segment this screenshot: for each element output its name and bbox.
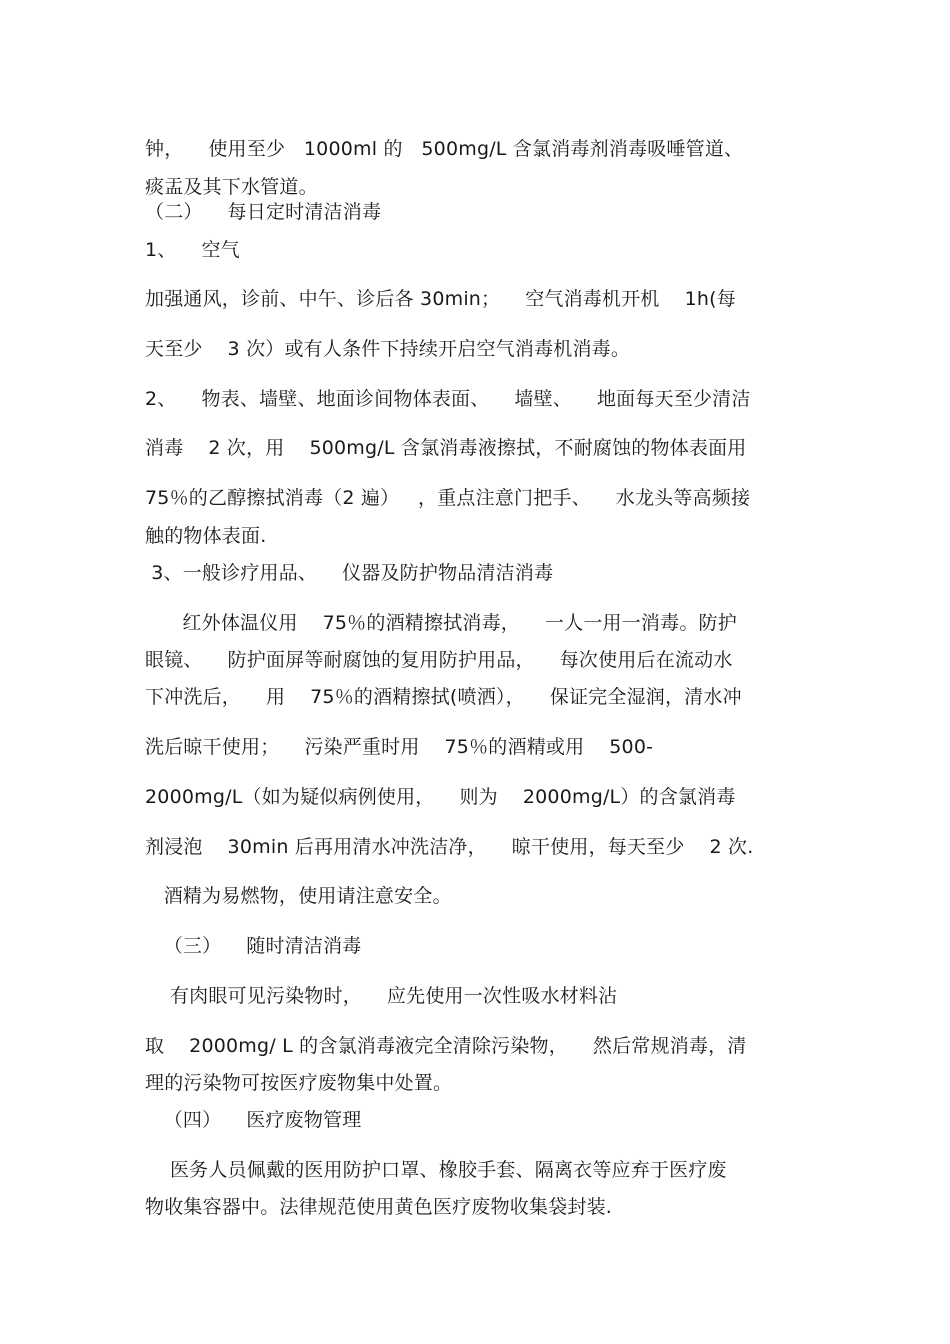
text-line: 洗后晾干使用； 污染严重时用 75％的酒精或用 500- bbox=[145, 736, 654, 758]
text-line: 取 2000mg/ L 的含氯消毒液完全清除污染物， 然后常规消毒，清 bbox=[145, 1035, 747, 1057]
text-line: 酒精为易燃物，使用请注意安全。 bbox=[145, 885, 452, 907]
text-line: 2000mg/L（如为疑似病例使用， 则为 2000mg/L）的含氯消毒 bbox=[145, 786, 736, 808]
text-line: 痰盂及其下水管道。 bbox=[145, 176, 318, 198]
text-line: 物收集容器中。法律规范使用黄色医疗废物收集袋封装. bbox=[145, 1196, 613, 1218]
text-line: 眼镜、 防护面屏等耐腐蚀的复用防护用品， 每次使用后在流动水 bbox=[145, 649, 733, 671]
text-line: 触的物体表面. bbox=[145, 525, 267, 547]
subsection-heading: 3、一般诊疗用品、 仪器及防护物品清洁消毒 bbox=[145, 562, 554, 584]
text-line: 钟， 使用至少 1000ml 的 500mg/L 含氯消毒剂消毒吸唾管道、 bbox=[145, 138, 744, 160]
subsection-heading: 2、 物表、墙壁、地面诊间物体表面、 墙壁、 地面每天至少清洁 bbox=[145, 388, 751, 410]
text-line: 有肉眼可见污染物时， 应先使用一次性吸水材料沾 bbox=[145, 985, 618, 1007]
text-line: 理的污染物可按医疗废物集中处置。 bbox=[145, 1072, 453, 1094]
text-line: 75％的乙醇擦拭消毒（2 遍） ，重点注意门把手、 水龙头等高频接 bbox=[145, 487, 751, 509]
text-line: 下冲洗后， 用 75％的酒精擦拭(喷洒）， 保证完全湿润，清水冲 bbox=[145, 686, 742, 708]
text-line: 天至少 3 次）或有人条件下持续开启空气消毒机消毒。 bbox=[145, 338, 631, 360]
section-heading: （三） 随时清洁消毒 bbox=[145, 935, 362, 957]
subsection-heading: 1、 空气 bbox=[145, 239, 240, 261]
text-line: 加强通风，诊前、中午、诊后各 30min； 空气消毒机开机 1h(每 bbox=[145, 288, 736, 310]
text-line: 医务人员佩戴的医用防护口罩、橡胶手套、隔离衣等应弃于医疗废 bbox=[145, 1159, 727, 1181]
text-line: 红外体温仪用 75％的酒精擦拭消毒， 一人一用一消毒。防护 bbox=[145, 612, 737, 634]
text-line: 剂浸泡 30min 后再用清水冲洗洁净， 晾干使用，每天至少 2 次. bbox=[145, 836, 754, 858]
section-heading: （四） 医疗废物管理 bbox=[145, 1109, 362, 1131]
section-heading: （二） 每日定时清洁消毒 bbox=[145, 201, 382, 223]
text-line: 消毒 2 次，用 500mg/L 含氯消毒液擦拭，不耐腐蚀的物体表面用 bbox=[145, 437, 747, 459]
